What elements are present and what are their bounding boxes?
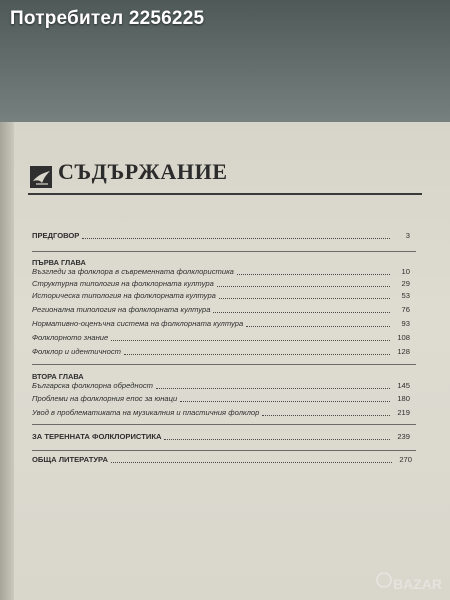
toc-entry-label: Историческа типология на фолклорната култура <box>32 291 216 300</box>
toc-entry-label: Фолклор и идентичност <box>32 347 121 356</box>
toc-entry-label: ОБЩА ЛИТЕРАТУРА <box>32 455 108 464</box>
toc-entry <box>32 380 410 392</box>
toc-entry-page: 53 <box>401 291 410 300</box>
leader-dots <box>164 438 390 440</box>
toc-entry <box>32 304 410 316</box>
leader-dots <box>124 353 390 355</box>
toc-entry-page: 108 <box>397 333 410 342</box>
leader-dots <box>237 273 390 275</box>
toc-entry-page: 76 <box>401 305 410 314</box>
toc-entry <box>32 393 410 405</box>
section-divider <box>32 251 416 252</box>
toc-entry-page: 10 <box>401 267 410 276</box>
leader-dots <box>111 461 392 463</box>
book-spine-shadow <box>0 122 14 600</box>
toc-entry-label: ПРЕДГОВОР <box>32 231 80 240</box>
user-label-overlay: Потребител 2256225 <box>10 8 205 29</box>
toc-entry-page: 180 <box>397 394 410 403</box>
toc-entry-page: 219 <box>397 408 410 417</box>
toc-entry <box>32 290 410 302</box>
toc-entry-page: 128 <box>397 347 410 356</box>
toc-entry-label: Нормативно-оценъчна система на фолклорната култура <box>32 319 244 328</box>
title-divider <box>28 193 422 195</box>
toc-entry <box>32 266 410 278</box>
leader-dots <box>262 414 390 416</box>
toc-entry <box>32 332 410 344</box>
leader-dots <box>156 387 390 389</box>
toc-entry-label: Проблеми на фолклорния епос за юнаци <box>32 394 178 403</box>
page-title: СЪДЪРЖАНИЕ <box>58 159 228 184</box>
leader-dots <box>217 285 390 287</box>
leader-dots <box>219 297 390 299</box>
toc-entry-label: Българска фолклорна обредност <box>32 381 153 390</box>
toc-entry-label: Фолклорното знание <box>32 333 109 342</box>
toc-entry-field <box>32 431 410 443</box>
toc-entry <box>32 318 410 330</box>
toc-entry-label: Възгледи за фолклора в съвременната фолклористика <box>32 267 234 276</box>
toc-entry-page: 93 <box>401 319 410 328</box>
toc-entry-page: 145 <box>397 381 410 390</box>
toc-entry-page: 3 <box>405 231 410 240</box>
toc-entry-page: 270 <box>399 455 412 464</box>
bird-logo-icon <box>30 166 52 188</box>
toc-entry <box>32 346 410 358</box>
watermark-circle-icon <box>376 572 392 588</box>
toc-entry-page: 29 <box>401 279 410 288</box>
chapter-heading: ПЪРВА ГЛАВА <box>32 258 86 267</box>
leader-dots <box>246 325 390 327</box>
chapter-heading: ВТОРА ГЛАВА <box>32 372 84 381</box>
watermark-logo: BAZAR <box>393 576 442 592</box>
toc-entry-preface <box>32 230 410 242</box>
toc-entry-label: Регионална типология на фолклорната култура <box>32 305 211 314</box>
toc-entry <box>32 278 410 290</box>
toc-entry-label: ЗА ТЕРЕННАТА ФОЛКЛОРИСТИКА <box>32 432 162 441</box>
toc-entry-literature <box>32 454 412 466</box>
section-divider <box>32 450 416 451</box>
toc-entry-page: 239 <box>397 432 410 441</box>
leader-dots <box>213 311 390 313</box>
leader-dots <box>180 400 390 402</box>
toc-entry <box>32 407 410 419</box>
leader-dots <box>111 339 390 341</box>
section-divider <box>32 424 416 425</box>
toc-entry-label: Структурна типология на фолклорната култура <box>32 279 214 288</box>
toc-entry-label: Увод в проблематиката на музикалния и пластичния фолклор <box>32 408 260 417</box>
section-divider <box>32 364 416 365</box>
leader-dots <box>82 237 390 239</box>
